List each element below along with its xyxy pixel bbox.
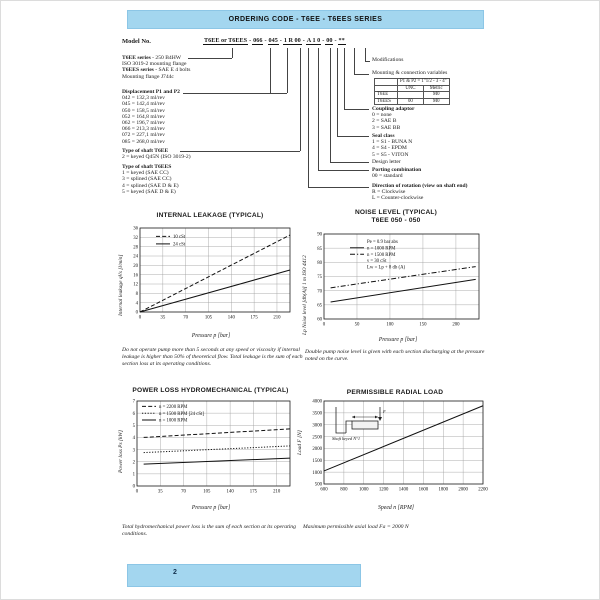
code-seg-disp1: 066 xyxy=(253,37,263,44)
svg-text:n = 1000 RPM: n = 1000 RPM xyxy=(159,418,188,424)
seal-title: Seal class xyxy=(372,133,395,139)
shaft-load-inset xyxy=(332,407,386,441)
seal-block: Seal class 1 = S1 - BUNA N 4 = S4 - EPDM 5 = S5 - VITON xyxy=(372,133,413,158)
shaft-t6ee-title: Type of shaft T6EE xyxy=(122,148,169,154)
svg-text:n = 2200 RPM: n = 2200 RPM xyxy=(159,405,188,410)
svg-text:20: 20 xyxy=(133,264,138,270)
svg-text:n = 1500 RPM: n = 1500 RPM xyxy=(367,252,396,258)
svg-text:75: 75 xyxy=(317,275,322,281)
svg-text:1500: 1500 xyxy=(312,458,322,464)
inset-force-label: F xyxy=(383,409,386,414)
connector-line xyxy=(365,61,370,62)
footer-banner xyxy=(127,564,361,587)
internal-leakage-title: INTERNAL LEAKAGE (TYPICAL) xyxy=(156,212,264,219)
svg-text:2200: 2200 xyxy=(478,487,488,493)
code-seg-design: A 1 0 xyxy=(306,37,321,44)
inset-shaft-label: Shaft keyed N°1 xyxy=(332,436,361,441)
svg-text:0: 0 xyxy=(322,322,326,328)
model-no-label: Model No. xyxy=(122,38,151,45)
svg-text:Pe = 0.9 bar abs: Pe = 0.9 bar abs xyxy=(367,240,398,245)
code-seg-mounting: 00 xyxy=(326,37,333,44)
code-seg-disp2: 045 xyxy=(268,37,278,44)
radial-load-chart xyxy=(304,397,488,497)
power-loss-chart xyxy=(126,397,296,499)
noise-title: NOISE LEVEL (TYPICAL) xyxy=(354,209,438,216)
connector-line xyxy=(337,48,338,136)
code-seg-mods: ** xyxy=(338,37,345,44)
code-seg-series: T6EE or T6EES xyxy=(204,37,248,44)
svg-text:140: 140 xyxy=(227,315,235,321)
svg-text:7: 7 xyxy=(132,399,135,405)
modifications-label: Modifications xyxy=(372,57,404,63)
noise-xlabel: Pressure p [bar] xyxy=(378,337,418,343)
porting-title: Porting combination xyxy=(372,167,422,173)
shaft-t6ee-block: Type of shaft T6EE 2 = keyed Q45N (ISO 3019-2) xyxy=(122,148,242,160)
connector-line xyxy=(354,74,369,75)
connector-line xyxy=(354,48,355,74)
svg-text:28: 28 xyxy=(133,245,138,251)
connector-line xyxy=(318,48,319,170)
power-loss-note: Total hydromechanical power loss is the sum of each section at its operating conditions. xyxy=(122,524,296,537)
svg-text:80: 80 xyxy=(317,261,322,267)
svg-text:n = 1500 RPM [24 cSt]: n = 1500 RPM [24 cSt] xyxy=(159,411,204,417)
porting-block: Porting combination 00 = standard xyxy=(372,167,422,180)
svg-text:800: 800 xyxy=(340,487,348,493)
svg-text:2000: 2000 xyxy=(312,447,322,453)
svg-text:85: 85 xyxy=(317,246,322,252)
internal-leakage-chart xyxy=(126,224,296,324)
svg-text:12: 12 xyxy=(133,282,138,288)
svg-text:65: 65 xyxy=(317,303,322,309)
svg-text:105: 105 xyxy=(204,315,213,321)
connector-line xyxy=(344,48,345,109)
connector-line xyxy=(318,170,369,171)
svg-text:210: 210 xyxy=(273,489,281,495)
connector-line xyxy=(300,48,301,151)
svg-text:2000: 2000 xyxy=(458,487,468,493)
connector-line xyxy=(232,48,233,58)
svg-text:600: 600 xyxy=(320,487,328,493)
ordering-code-banner xyxy=(127,10,484,29)
shaft-t6ees-title: Type of shaft T6EES xyxy=(122,164,172,170)
connector-line xyxy=(308,48,309,187)
connector-line xyxy=(344,109,369,110)
coupling-title: Coupling adaptor xyxy=(372,106,415,112)
connector-line xyxy=(270,48,271,93)
connector-line xyxy=(330,48,331,162)
shaft-t6ees-block: Type of shaft T6EES 1 = keyed (SAE CC) 3 = splined (SAE CC) 4 = splined (SAE D & E) 5 = keyed (SAE D & E) xyxy=(122,164,242,195)
coupling-block: Coupling adaptor 0 = none 2 = SAE B 3 = SAE BB xyxy=(372,106,415,131)
svg-text:50: 50 xyxy=(354,322,360,328)
connector-line xyxy=(308,187,369,188)
svg-text:32: 32 xyxy=(133,236,138,242)
svg-text:n = 1000 RPM: n = 1000 RPM xyxy=(367,246,396,252)
svg-text:1000: 1000 xyxy=(312,470,322,476)
radial-load-xlabel: Speed n [RPM] xyxy=(377,505,415,511)
svg-text:200: 200 xyxy=(452,322,460,328)
svg-text:70: 70 xyxy=(317,289,322,295)
svg-text:3500: 3500 xyxy=(312,411,322,417)
svg-text:35: 35 xyxy=(160,315,166,321)
internal-leakage-ylabel: Internal leakage qVs [l/min] xyxy=(118,254,124,316)
svg-text:60: 60 xyxy=(317,317,322,323)
displacement-title: Displacement P1 and P2 xyxy=(122,89,180,95)
series-block: T6EE series - 250 B4HW ISO 3019-2 mounting flange T6EES series - SAE E 4 bolts Mounting flange J744c xyxy=(122,55,191,80)
svg-text:0: 0 xyxy=(138,315,142,321)
rotation-block: Direction of rotation (view on shaft end) R = Clockwise L = Counter-clockwise xyxy=(372,183,468,202)
power-loss-title: POWER LOSS HYDROMECHANICAL (TYPICAL) xyxy=(132,387,289,394)
svg-text:150: 150 xyxy=(419,322,427,328)
svg-text:140: 140 xyxy=(226,489,234,495)
svg-text:2500: 2500 xyxy=(312,435,322,441)
svg-text:3: 3 xyxy=(132,448,135,454)
mounting-variables-label: Mounting & connection variables xyxy=(372,70,448,76)
svg-text:3000: 3000 xyxy=(312,423,322,429)
svg-text:105: 105 xyxy=(203,489,211,495)
power-loss-ylabel: Power loss Ps [kW] xyxy=(118,430,124,473)
svg-text:24 cSt: 24 cSt xyxy=(173,242,186,248)
svg-text:4: 4 xyxy=(135,301,138,307)
svg-text:1600: 1600 xyxy=(418,487,429,493)
svg-text:2: 2 xyxy=(132,460,135,466)
svg-text:1800: 1800 xyxy=(438,487,449,493)
svg-text:16: 16 xyxy=(133,273,138,279)
svg-text:1400: 1400 xyxy=(398,487,409,493)
model-code: T6EE or T6EES - 066 - 045 - 1 R 00 - A 1 0 - 00 - ** xyxy=(204,37,345,44)
svg-text:4000: 4000 xyxy=(312,399,322,405)
page-number: 2 xyxy=(173,569,177,576)
displacement-block: Displacement P1 and P2 042 = 132,3 ml/rev 045 = 142,4 ml/rev 050 = 158,5 ml/rev 052 = 164,8 ml/rev 062 = 196,7 ml/rev 066 = 213,3 ml/rev 072 = 227,1 ml/rev 085 = 268,0 ml/rev xyxy=(122,89,232,145)
svg-text:70: 70 xyxy=(181,489,186,495)
radial-load-title: PERMISSIBLE RADIAL LOAD xyxy=(346,389,444,396)
svg-text:ν = 30 cSt: ν = 30 cSt xyxy=(367,259,387,265)
connector-line xyxy=(365,48,366,61)
svg-text:100: 100 xyxy=(386,322,394,328)
svg-text:0: 0 xyxy=(135,489,139,495)
svg-text:70: 70 xyxy=(183,315,189,321)
code-seg-shaft: 1 R 00 xyxy=(283,37,301,44)
svg-text:175: 175 xyxy=(249,489,258,495)
svg-text:8: 8 xyxy=(135,292,138,298)
noise-subtitle: T6EE 050 - 050 xyxy=(371,217,421,224)
noise-ylabel: Lp Noise level [db(A)] 1 m ISO 4412 xyxy=(302,255,308,335)
svg-text:35: 35 xyxy=(157,489,163,495)
svg-text:0: 0 xyxy=(135,310,138,316)
connector-line xyxy=(287,48,288,93)
rotation-title: Direction of rotation (view on shaft end) xyxy=(372,183,468,189)
internal-leakage-note: Do not operate pump more than 5 seconds at any speed or viscosity if internal leakage is higher than 50% of theoretical flow. Total leakage is the sum of each section loss at its operating conditions. xyxy=(122,347,303,367)
svg-text:Lw = Lp + 8 db (A): Lw = Lp + 8 db (A) xyxy=(367,265,406,271)
svg-text:1000: 1000 xyxy=(358,487,369,493)
design-letter-label: Design letter xyxy=(372,159,401,165)
svg-text:5: 5 xyxy=(132,423,135,429)
svg-text:1: 1 xyxy=(132,472,135,478)
svg-text:10 cSt: 10 cSt xyxy=(173,235,186,240)
svg-text:6: 6 xyxy=(132,411,135,417)
svg-text:4: 4 xyxy=(132,436,135,442)
svg-text:90: 90 xyxy=(317,232,322,238)
internal-leakage-xlabel: Pressure p [bar] xyxy=(191,333,231,339)
mounting-variables-table: P1 & P2 = 1"1/2 - 3 - 4" UNC Metric T6EE M0 T6EES 00 M0 xyxy=(374,78,450,105)
svg-text:24: 24 xyxy=(133,254,138,260)
radial-load-note: Maximum permissible axial load Fa = 2000 N xyxy=(303,524,409,530)
svg-text:175: 175 xyxy=(250,315,258,321)
svg-text:1200: 1200 xyxy=(378,487,389,493)
svg-text:0: 0 xyxy=(132,484,135,490)
svg-text:210: 210 xyxy=(273,315,281,321)
svg-text:36: 36 xyxy=(133,226,138,232)
noise-note: Double pump noise level is given with each section discharging at the pressure noted on the curve. xyxy=(305,349,485,362)
noise-level-chart xyxy=(310,230,486,332)
banner-title: ORDERING CODE - T6EE - T6EES SERIES xyxy=(228,16,383,23)
connector-line xyxy=(337,136,369,137)
radial-load-ylabel: Load F [N] xyxy=(297,430,303,455)
power-loss-xlabel: Pressure p [bar] xyxy=(191,505,231,511)
svg-text:500: 500 xyxy=(314,482,322,488)
connector-line xyxy=(330,162,369,163)
